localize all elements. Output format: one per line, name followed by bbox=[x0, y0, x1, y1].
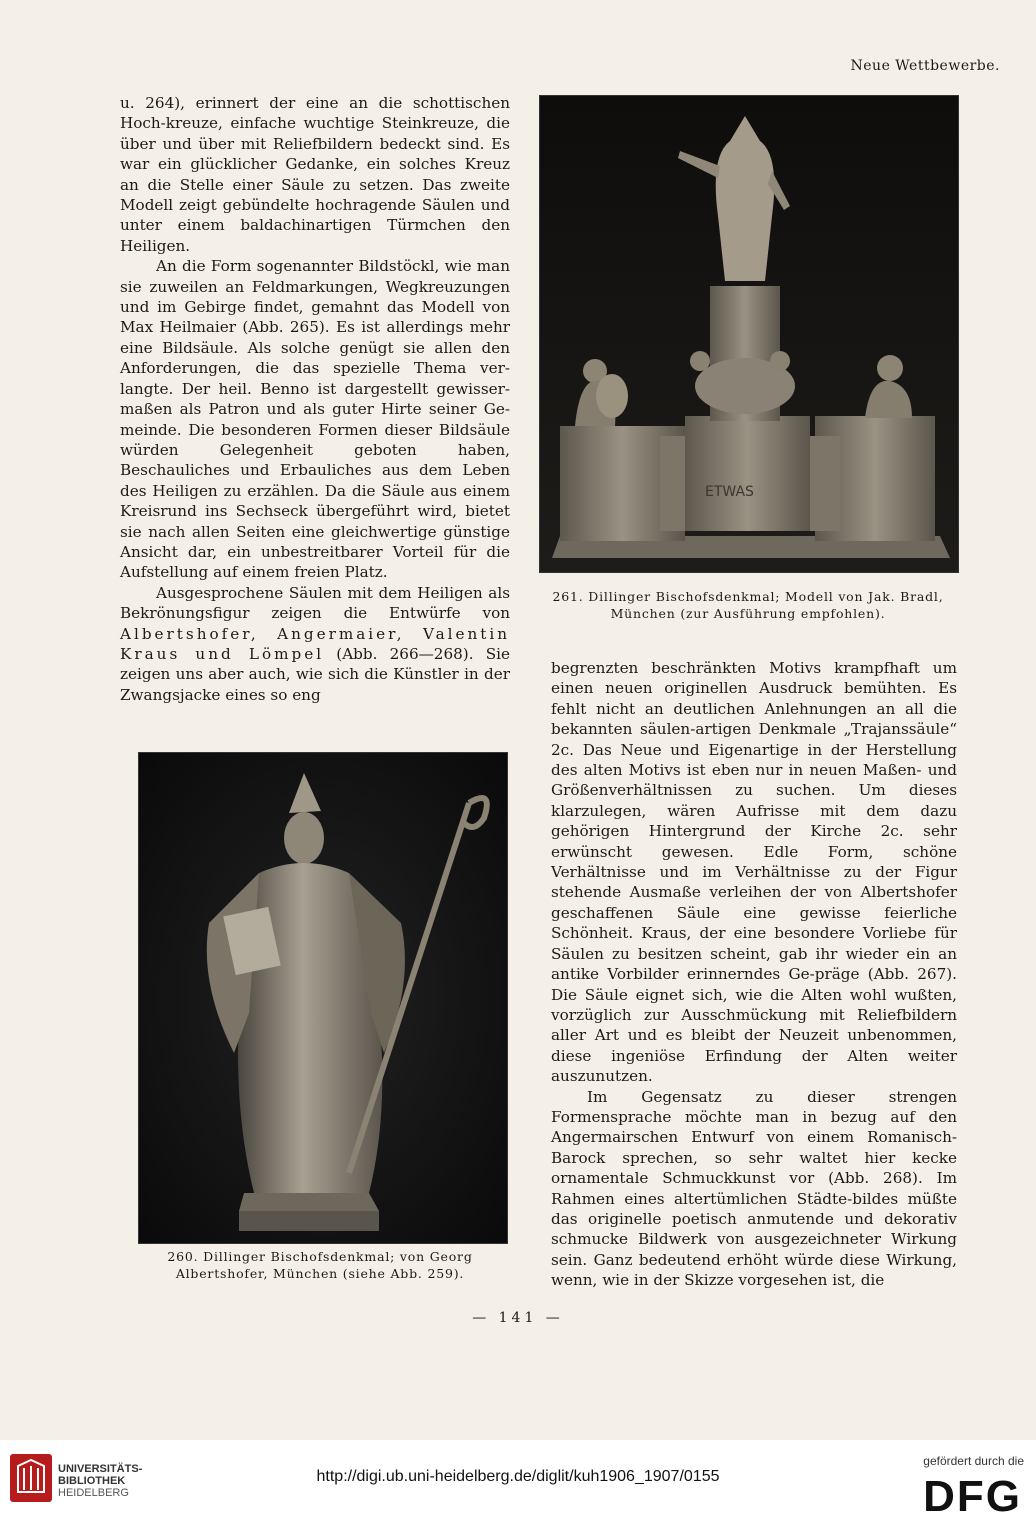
figure-260-caption: 260. Dillinger Bischofsdenkmal; von Georg Albertshofer, München (siehe Abb. 259). bbox=[167, 1249, 473, 1281]
artist-names: Albertshofer, Angermaier, Valentin Kraus und Lömpel bbox=[120, 624, 510, 663]
paragraph: An die Form sogenannter Bildstöckl, wie man sie zuweilen an Feldmarkungen, Wegkreuzungen und im Gebirge findet, gemahnt das Modell von Max Heilmaier (Abb. 265). Es ist allerdings mehr eine Bildsäule. Als solche genügt sie allen den Anforderungen, die das spezielle Thema ver-langte. Der heil. Benno ist dargestellt gewisser-maßen als Patron und als guter Hirte seiner Ge-meinde. Die besonderen Formen dieser Bildsäule würden Gelegenheit geboten haben, Beschauliches und Erbauliches aus dem Leben des Heiligen zu erzählen. Da die Säule aus einem Kreisrund ins Sechseck übergeführt wird, bietet sie nach allen Seiten eine gleichwertige günstige Ansicht dar, ein unbestreitbarer Vorteil für die Aufstellung auf einem freien Platz. bbox=[120, 257, 510, 582]
running-head: Neue Wettbewerbe. bbox=[850, 58, 1000, 74]
source-url-link[interactable]: http://digi.ub.uni-heidelberg.de/diglit/kuh1906_1907/0155 bbox=[316, 1468, 720, 1485]
left-column-text bbox=[120, 93, 510, 705]
figure-260-photo bbox=[138, 752, 508, 1244]
figure-261-caption: 261. Dillinger Bischofsdenkmal; Modell von Jak. Bradl, München (zur Ausführung empfohlen). bbox=[552, 589, 944, 621]
pedestal-inscription: ETWAS bbox=[705, 484, 754, 500]
funding-label: gefördert durch die bbox=[923, 1454, 1024, 1468]
right-column-text bbox=[551, 658, 957, 1291]
institution-line: HEIDELBERG bbox=[58, 1487, 129, 1499]
dfg-logo: DFG bbox=[923, 1472, 1022, 1521]
paragraph bbox=[120, 583, 510, 705]
paragraph: u. 264), erinnert der eine an die schottischen Hoch-kreuze, einfache wuchtige Steinkreuze, die über und über mit Reliefbildern bedeckt sind. Es war ein glücklicher Gedanke, ein solches Kreuz an die Stelle einer Säule zu setzen. Das zweite Modell zeigt gebündelte hochragende Säulen und unter einem baldachinartigen Türmchen den Heiligen. bbox=[120, 94, 510, 255]
paragraph-continuation: (Abb. 266—268). Sie zeigen uns aber auch, wie sich die Künstler in der Zwangsjacke eines so eng bbox=[120, 644, 510, 704]
paragraph: Im Gegensatz zu dieser strengen Formensprache möchte man in bezug auf den Angermairschen Entwurf von einem Romanisch-Barock sprechen, so sehr waltet hier kecke ornamentale Schmuckkunst vor (Abb. 268). Im Rahmen eines altertümlichen Städte-bildes müßte das originelle poetisch anmutende und dekorativ schmucke Bildwerk von ausgezeichneter Wirkung sein. Ganz bedeutend erhöht würde diese Wirkung, wenn, wie in der Skizze vorgesehen ist, die bbox=[551, 1087, 957, 1290]
paragraph: begrenzten beschränkten Motivs krampfhaft um einen neuen originellen Ausdruck bemühten. Es fehlt nicht an deutlichen Anlehnungen an all die bekannten säulen-artigen Denkmale „Trajanssäule“ 2c. Das Neue und Eigenartige in der Herstellung des alten Motivs ist eben nur in neuen Maßen- und Größenverhältnissen zu suchen. Um dieses klarzulegen, wären Aufrisse mit dem dazu gehörigen Hintergrund der Kirche 2c. sehr erwünscht gewesen. Edle Form, schöne Verhältnisse und im Verhältnisse zu der Figur stehende Ausmaße verleihen der von Albertshofer geschaffenen Säule eine gewisse feierliche Schönheit. Kraus, der eine besondere Vorliebe für Säulen zu besitzen scheint, gab ihr wieder ein an antike Vorbilder erinnerndes Ge-präge (Abb. 267). Die Säule eignet sich, wie die Alten wohl wußten, vorzüglich zur Ausschmückung mit Reliefbildern aller Art und es bleibt der Neuzeit unbenommen, diese ingeniöse Erfindung der Alten weiter auszunutzen. bbox=[551, 659, 957, 1086]
bishop-statue-image bbox=[139, 753, 507, 1243]
monument-model-image bbox=[540, 96, 958, 572]
institution-line: BIBLIOTHEK bbox=[58, 1475, 126, 1487]
institution-line: UNIVERSITÄTS- bbox=[58, 1463, 143, 1475]
page-number: — 141 — bbox=[472, 1310, 564, 1326]
figure-261-photo bbox=[539, 95, 959, 573]
paragraph-start: Ausgesprochene Säulen mit dem Heiligen als Bekrönungsfigur zeigen die Entwürfe von bbox=[120, 583, 510, 623]
